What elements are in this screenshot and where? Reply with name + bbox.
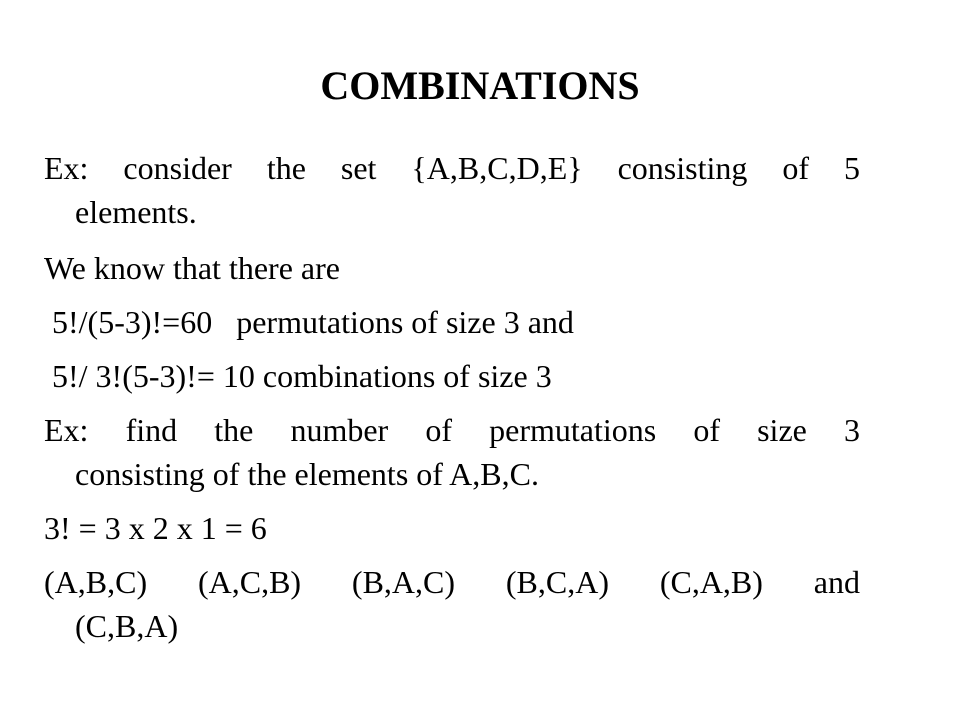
permutation: (C,A,B) (659, 564, 763, 600)
example-2-line (44, 410, 860, 450)
word: 5 (843, 150, 860, 186)
permutation: (A,B,C) (44, 564, 148, 600)
word: of (782, 150, 809, 186)
slide-title: COMBINATIONS (320, 63, 640, 108)
word: the (214, 412, 254, 448)
word: the (266, 150, 306, 186)
word: Ex: (44, 412, 89, 448)
combinations-formula: 5!/ 3!(5-3)!= 10 combinations of size 3 (52, 358, 552, 394)
word: number (290, 412, 389, 448)
word: of (693, 412, 720, 448)
permutation: (B,C,A) (505, 564, 609, 600)
word: 3 (843, 412, 860, 448)
word: consider (123, 150, 232, 186)
word: of (425, 412, 452, 448)
permutation-list-continuation: (C,B,A) (75, 608, 179, 644)
word: {A,B,C,D,E} (411, 150, 583, 186)
example-1-line (44, 148, 860, 188)
word: consisting (617, 150, 748, 186)
permutation: (B,A,C) (351, 564, 456, 600)
permutation: (A,C,B) (197, 564, 302, 600)
word: find (125, 412, 178, 448)
permutations-formula: 5!/(5-3)!=60 permutations of size 3 and (52, 304, 574, 340)
example-2-continuation: consisting of the elements of A,B,C. (75, 456, 539, 492)
factorial-line: 3! = 3 x 2 x 1 = 6 (44, 510, 267, 546)
know-line: We know that there are (44, 250, 340, 286)
example-1-continuation: elements. (75, 194, 197, 230)
word: size (757, 412, 807, 448)
permutation-list-line (44, 562, 860, 602)
word: and (813, 564, 860, 600)
word: Ex: (44, 150, 89, 186)
word: set (340, 150, 377, 186)
word: permutations (489, 412, 657, 448)
